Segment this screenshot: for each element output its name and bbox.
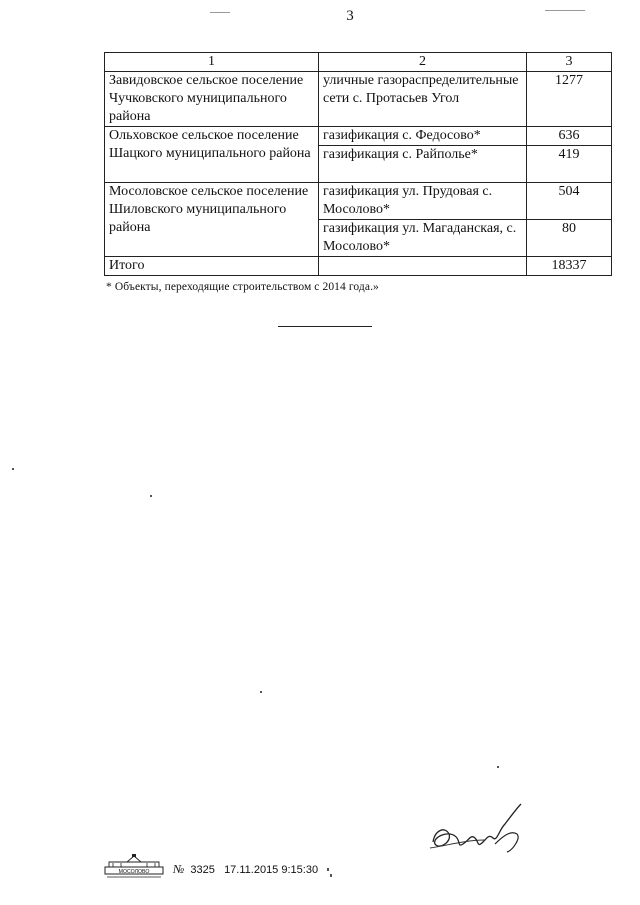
object-cell: газификация ул. Магаданская, с. Мосолово* xyxy=(319,220,527,257)
settlement-cell: Завидовское сельское поселение Чучковского муниципального района xyxy=(105,72,319,127)
value-cell: 1277 xyxy=(527,72,612,127)
page-number: 3 xyxy=(346,8,354,24)
object-cell: уличные газораспределительные сети с. Протасьев Угол xyxy=(319,72,527,127)
value-cell: 636 xyxy=(527,127,612,146)
table-row xyxy=(105,127,612,146)
signature-image xyxy=(425,800,535,864)
settlement-cell: Ольховское сельское поселение Шацкого муниципального района xyxy=(105,127,319,183)
scan-speck xyxy=(497,766,499,768)
scan-speck xyxy=(150,495,152,497)
scan-speck xyxy=(545,10,585,11)
total-row xyxy=(105,257,612,276)
scan-speck xyxy=(12,468,14,470)
column-header: 1 xyxy=(105,53,319,72)
scan-speck xyxy=(260,691,262,693)
value-cell: 504 xyxy=(527,183,612,220)
scan-speck xyxy=(330,874,332,877)
total-label: Итого xyxy=(105,257,319,276)
registration-datetime: 17.11.2015 9:15:30 xyxy=(224,864,319,876)
registration-line xyxy=(173,862,318,877)
object-cell: газификация ул. Прудовая с. Мосолово* xyxy=(319,183,527,220)
separator-line xyxy=(278,326,372,327)
number-sign: № xyxy=(173,862,185,876)
registry-stamp-image xyxy=(103,853,165,879)
empty-cell xyxy=(319,257,527,276)
total-value: 18337 xyxy=(527,257,612,276)
table-row xyxy=(105,183,612,220)
column-header: 2 xyxy=(319,53,527,72)
value-cell: 80 xyxy=(527,220,612,257)
svg-text:МОСОЛОВО: МОСОЛОВО xyxy=(118,869,150,875)
scan-speck xyxy=(210,12,230,13)
settlement-cell: Мосоловское сельское поселение Шиловского муниципального района xyxy=(105,183,319,257)
column-header: 3 xyxy=(527,53,612,72)
footnote: * Объекты, переходящие строительством с 2014 года.» xyxy=(106,281,379,293)
registration-number: 3325 xyxy=(190,864,215,876)
object-cell: газификация с. Федосово* xyxy=(319,127,527,146)
table-row xyxy=(105,72,612,127)
allocation-table xyxy=(104,52,612,276)
scan-speck xyxy=(327,868,329,871)
table-header-row xyxy=(105,53,612,72)
value-cell: 419 xyxy=(527,146,612,183)
object-cell: газификация с. Райполье* xyxy=(319,146,527,183)
